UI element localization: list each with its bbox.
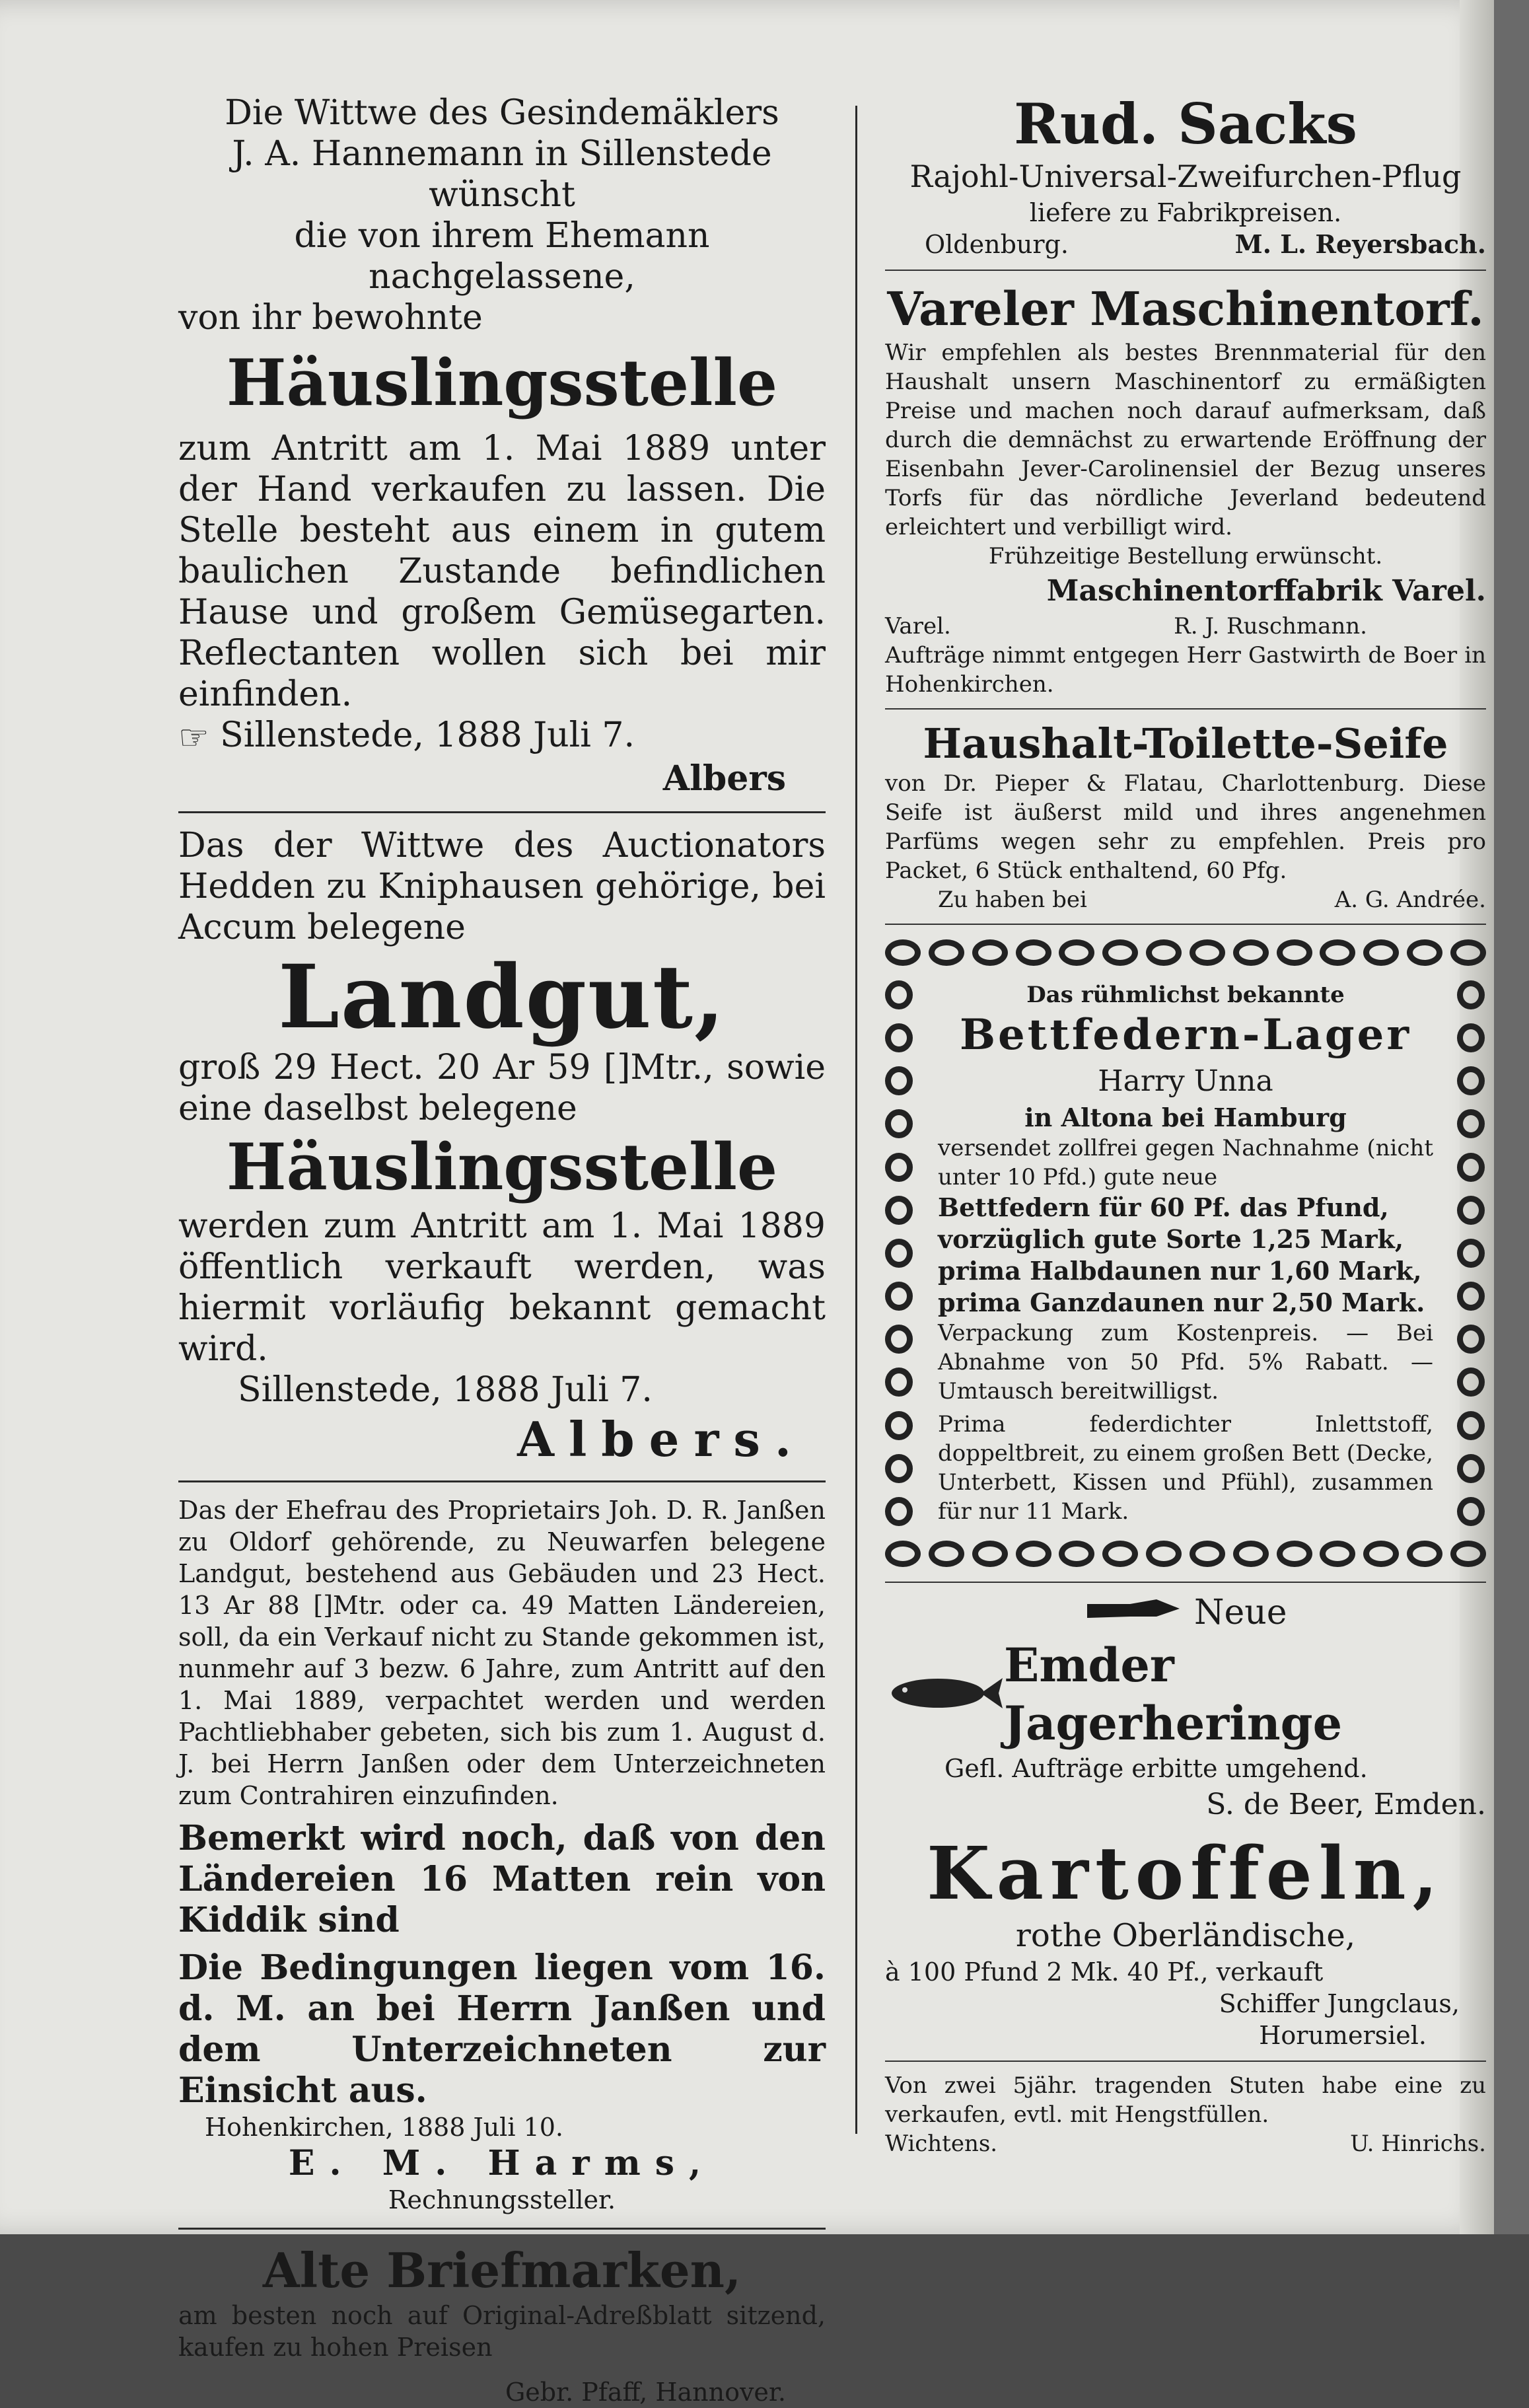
ornamental-border-top — [885, 934, 1486, 971]
ad-hedden — [178, 825, 826, 1469]
hand-pointer-icon: ☞ — [178, 717, 209, 758]
right-column — [885, 92, 1486, 2158]
ring-ornament-icon — [1457, 1153, 1485, 1182]
ring-ornament-icon — [1320, 939, 1355, 966]
ring-ornament-icon — [885, 939, 921, 966]
ring-ornament-icon — [885, 1109, 913, 1138]
ring-ornament-icon — [885, 1196, 913, 1225]
ad-kartoffeln-price: à 100 Pfund 2 Mk. 40 Pf., verkauft — [885, 1957, 1324, 1987]
ad-maschinentorf-place: Varel. — [885, 613, 951, 639]
ornamental-border-right — [1457, 980, 1486, 1526]
ring-ornament-icon — [972, 1541, 1008, 1567]
ring-ornament-icon — [885, 1066, 913, 1095]
ad-hannemann-place-date — [178, 715, 826, 758]
ad-sacks-footer — [885, 229, 1486, 260]
ad-harms-note2: Die Bedingungen liegen vom 16. d. M. an bei Herrn Janßen und dem Unterzeichneten zur Einsicht aus. — [178, 1947, 826, 2111]
ad-seife-body: von Dr. Pieper & Flatau, Charlottenburg. Diese Seife ist äußerst mild und ihres angenehmen Parfüms wegen sehr zu empfehlen. Preis pro Packet, 6 Stück enthaltend, 60 Pfg. — [885, 770, 1486, 884]
ring-ornament-icon — [1190, 1541, 1225, 1567]
ad-separator — [885, 2061, 1486, 2062]
ad-stuten-place: Wichtens. — [885, 2130, 998, 2157]
ring-ornament-icon — [1457, 1282, 1485, 1311]
ring-ornament-icon — [885, 1282, 913, 1311]
ad-briefmarken — [178, 2242, 826, 2408]
ad-hannemann-line: von ihr bewohnte — [178, 298, 483, 338]
ring-ornament-icon — [885, 1497, 913, 1526]
ring-ornament-icon — [929, 939, 964, 966]
ring-ornament-icon — [1102, 939, 1138, 966]
ad-separator — [178, 2228, 826, 2230]
ad-jagerheringe-headline: Emder Jagerheringe — [1004, 1637, 1343, 1751]
ad-stuten-body: Von zwei 5jähr. tragenden Stuten habe eine zu verkaufen, evtl. mit Hengstfüllen. — [885, 2072, 1486, 2128]
ad-maschinentorf-headline: Vareler Maschinentorf. — [887, 281, 1484, 336]
ad-bettfedern — [885, 934, 1486, 1572]
ornamental-border-bottom — [885, 1535, 1486, 1572]
ad-maschinentorf-body: Wir empfehlen als bestes Brennmaterial für den Haushalt unsern Maschinentorf zu ermäßigten Preise und machen noch darauf aufmerksam, daß durch die demnächst zu erwartende Eröffnung der Eisenbahn Jever-Carolinensiel der Bezug unseres Torfs für das nördliche Jeverland bedeutend erleichtert und verbilligt wird. — [885, 340, 1486, 540]
ring-ornament-icon — [1457, 1066, 1485, 1095]
ad-kartoffeln-place: Horumersiel. — [1259, 2020, 1427, 2050]
ad-bettfedern-owner: Harry Unna — [1098, 1064, 1273, 1098]
book-edge — [1494, 0, 1529, 2234]
ring-ornament-icon — [1233, 1541, 1269, 1567]
ring-ornament-icon — [1407, 1541, 1442, 1567]
ad-hedden-body: werden zum Antritt am 1. Mai 1889 öffentlich verkauft werden, was hiermit vorläufig bekannt gemacht wird. — [178, 1206, 826, 1369]
ad-hannemann — [178, 92, 826, 799]
ring-ornament-icon — [1016, 939, 1051, 966]
ad-bettfedern-location: in Altona bei Hamburg — [1024, 1103, 1347, 1132]
ring-ornament-icon — [1102, 1541, 1138, 1567]
ad-hedden-headline: Landgut, — [278, 945, 726, 1048]
ring-ornament-icon — [1450, 1541, 1486, 1567]
ad-maschinentorf-company: Maschinentorffabrik Varel. — [1046, 574, 1486, 608]
ring-ornament-icon — [1146, 939, 1182, 966]
ring-ornament-icon — [1277, 939, 1312, 966]
ad-sacks-place: Oldenburg. — [925, 230, 1069, 259]
ad-seife-headline: Haushalt-Toilette-Seife — [923, 719, 1448, 768]
ad-separator — [885, 270, 1486, 271]
ring-ornament-icon — [885, 1454, 913, 1483]
ring-ornament-icon — [1146, 1541, 1182, 1567]
ring-ornament-icon — [885, 1239, 913, 1268]
ad-harms-place-date: Hohenkirchen, 1888 Juli 10. — [205, 2112, 563, 2142]
ad-jagerheringe — [885, 1592, 1486, 1825]
pointing-hand-icon — [1084, 1594, 1183, 1636]
ad-sacks-signature: M. L. Reyersbach. — [1234, 229, 1486, 259]
ring-ornament-icon — [885, 1325, 913, 1354]
ring-ornament-icon — [1457, 1239, 1485, 1268]
ad-jagerheringe-kicker: Neue — [1193, 1593, 1287, 1632]
ad-hannemann-line: die von ihrem Ehemann nachgelassene, — [294, 216, 710, 297]
ad-bettfedern-item: prima Halbdaunen nur 1,60 Mark, — [938, 1256, 1422, 1286]
ad-kartoffeln-sub: rothe Oberländische, — [1015, 1916, 1356, 1954]
left-column — [178, 92, 826, 2408]
ad-seife — [885, 719, 1486, 914]
ad-hannemann-signature: Albers — [662, 758, 786, 799]
ad-seife-where: Zu haben bei — [938, 887, 1087, 913]
ring-ornament-icon — [1457, 1023, 1485, 1052]
ad-harms — [178, 1494, 826, 2216]
ad-hannemann-line: Die Wittwe des Gesindemäklers — [225, 93, 779, 133]
ad-jagerheringe-signature: S. de Beer, Emden. — [1206, 1787, 1486, 1821]
fish-icon — [885, 1670, 1004, 1719]
ad-separator — [885, 1582, 1486, 1583]
ring-ornament-icon — [1320, 1541, 1355, 1567]
place-date-text: Sillenstede, 1888 Juli 7. — [220, 715, 635, 755]
ring-ornament-icon — [1190, 939, 1225, 966]
ad-stuten — [885, 2071, 1486, 2158]
ad-briefmarken-signature: Gebr. Pfaff, Hannover. — [505, 2377, 786, 2407]
ad-sacks-product: Rajohl-Universal-Zweifurchen-Pflug — [909, 159, 1462, 194]
ad-bettfedern-terms: Verpackung zum Kostenpreis. — Bei Abnahme von 50 Pfd. 5% Rabatt. — Umtausch bereitwilligst. — [938, 1320, 1433, 1405]
ad-bettfedern-tagline: Das rühmlichst bekannte — [1026, 982, 1345, 1008]
ring-ornament-icon — [1407, 939, 1442, 966]
ring-ornament-icon — [1457, 1109, 1485, 1138]
ad-kartoffeln-seller: Schiffer Jungclaus, — [1219, 1988, 1460, 2018]
ad-bettfedern-extra: Prima federdichter Inlettstoff, doppeltbreit, zu einem großen Bett (Decke, Unterbett, Kissen und Pfühl), zusammen für nur 11 Mark. — [938, 1411, 1433, 1525]
ring-ornament-icon — [972, 939, 1008, 966]
ad-separator — [885, 924, 1486, 925]
ring-ornament-icon — [885, 1368, 913, 1397]
ad-briefmarken-headline: Alte Briefmarken, — [262, 2242, 742, 2298]
ad-maschinentorf-person: R. J. Ruschmann. — [1174, 613, 1367, 639]
ad-sacks-headline: Rud. Sacks — [1014, 91, 1357, 157]
ring-ornament-icon — [1059, 939, 1094, 966]
ring-ornament-icon — [885, 1023, 913, 1052]
ring-ornament-icon — [1457, 1368, 1485, 1397]
ad-kartoffeln — [885, 1832, 1486, 2051]
ring-ornament-icon — [885, 980, 913, 1009]
column-divider — [855, 106, 857, 2134]
ad-hedden-intro: Das der Wittwe des Auctionators Hedden zu Kniphausen gehörige, bei Accum belegene — [178, 825, 826, 947]
ring-ornament-icon — [885, 1153, 913, 1182]
ad-stuten-signature: U. Hinrichs. — [1350, 2130, 1486, 2157]
ring-ornament-icon — [929, 1541, 964, 1567]
ring-ornament-icon — [1457, 1454, 1485, 1483]
ad-sacks — [885, 92, 1486, 260]
ad-kartoffeln-headline: Kartoffeln, — [927, 1830, 1444, 1916]
ring-ornament-icon — [1059, 1541, 1094, 1567]
ad-maschinentorf-order: Frühzeitige Bestellung erwünscht. — [988, 543, 1383, 569]
ring-ornament-icon — [1233, 939, 1269, 966]
ad-harms-body: Das der Ehefrau des Proprietairs Joh. D. R. Janßen zu Oldorf gehörende, zu Neuwarfen belegene Landgut, bestehend aus Gebäuden und 23 Hect. 13 Ar 88 []Mtr. oder ca. 49 Matten Ländereien, soll, da ein Verkauf nicht zu Stande gekommen ist, nunmehr auf 3 bezw. 6 Jahre, zum Antritt auf den 1. Mai 1889, verpachtet werden und werden Pachtliebhaber gebeten, sich bis zum 1. August d. J. bei Herrn Janßen oder dem Unterzeichneten zum Contrahiren einzufinden. — [178, 1495, 826, 1810]
ad-hedden-line: groß 29 Hect. 20 Ar 59 []Mtr., sowie eine daselbst belegene — [178, 1047, 826, 1128]
ad-jagerheringe-body: Gefl. Aufträge erbitte umgehend. — [944, 1753, 1368, 1783]
ring-ornament-icon — [1457, 980, 1485, 1009]
ring-ornament-icon — [1016, 1541, 1051, 1567]
ad-hannemann-body: zum Antritt am 1. Mai 1889 unter der Hand verkaufen zu lassen. Die Stelle besteht aus einem in gutem baulichen Zustande befindlichen Hause und großem Gemüsegarten. Reflectanten wollen sich bei mir einfinden. — [178, 429, 826, 714]
ad-harms-signature: E. M. Harms, — [288, 2142, 716, 2183]
ad-bettfedern-headline: Bettfedern-Lager — [959, 1010, 1412, 1060]
ad-jagerheringe-title-row — [885, 1636, 1486, 1753]
ring-ornament-icon — [1457, 1411, 1485, 1440]
ad-hannemann-line: J. A. Hannemann in Sillenstede wünscht — [232, 134, 772, 215]
ring-ornament-icon — [885, 1411, 913, 1440]
ad-sacks-sub: liefere zu Fabrikpreisen. — [1029, 198, 1342, 227]
ring-ornament-icon — [1457, 1497, 1485, 1526]
ad-hedden-signature: Albers. — [517, 1410, 806, 1467]
ad-stuten-footer — [885, 2129, 1486, 2158]
ad-maschinentorf-person-row — [885, 612, 1486, 641]
ad-hannemann-headline: Häuslingsstelle — [226, 346, 778, 420]
ad-bettfedern-body: versendet zollfrei gegen Nachnahme (nicht unter 10 Pfd.) gute neue — [938, 1135, 1433, 1190]
ring-ornament-icon — [1457, 1196, 1485, 1225]
ad-briefmarken-body: am besten noch auf Original-Adreßblatt sitzend, kaufen zu hohen Preisen — [178, 2300, 826, 2362]
ad-bettfedern-item: Bettfedern für 60 Pf. das Pfund, — [938, 1192, 1389, 1222]
ad-maschinentorf-agent: Aufträge nimmt entgegen Herr Gastwirth de Boer in Hohenkirchen. — [885, 642, 1486, 698]
ad-harms-note1: Bemerkt wird noch, daß von den Ländereien 16 Matten rein von Kiddik sind — [178, 1817, 826, 1940]
ad-seife-seller-row — [885, 885, 1486, 914]
ad-jagerheringe-kicker-row — [885, 1592, 1486, 1636]
ad-bettfedern-item: vorzüglich gute Sorte 1,25 Mark, — [938, 1224, 1404, 1254]
ring-ornament-icon — [1363, 939, 1399, 966]
ad-seife-seller: A. G. Andrée. — [1334, 887, 1486, 913]
ad-separator — [178, 1480, 826, 1482]
ad-maschinentorf — [885, 280, 1486, 699]
ring-ornament-icon — [885, 1541, 921, 1567]
ring-ornament-icon — [1277, 1541, 1312, 1567]
ad-harms-title: Rechnungssteller. — [388, 2185, 616, 2214]
ring-ornament-icon — [1450, 939, 1486, 966]
ad-hedden-place-date: Sillenstede, 1888 Juli 7. — [238, 1369, 653, 1410]
ad-separator — [885, 708, 1486, 710]
ad-hedden-headline2: Häuslingsstelle — [226, 1129, 778, 1204]
ad-separator — [178, 811, 826, 813]
ring-ornament-icon — [1457, 1325, 1485, 1354]
ring-ornament-icon — [1363, 1541, 1399, 1567]
ornamental-border-left — [885, 980, 914, 1526]
ad-bettfedern-item: prima Ganzdaunen nur 2,50 Mark. — [938, 1288, 1425, 1317]
